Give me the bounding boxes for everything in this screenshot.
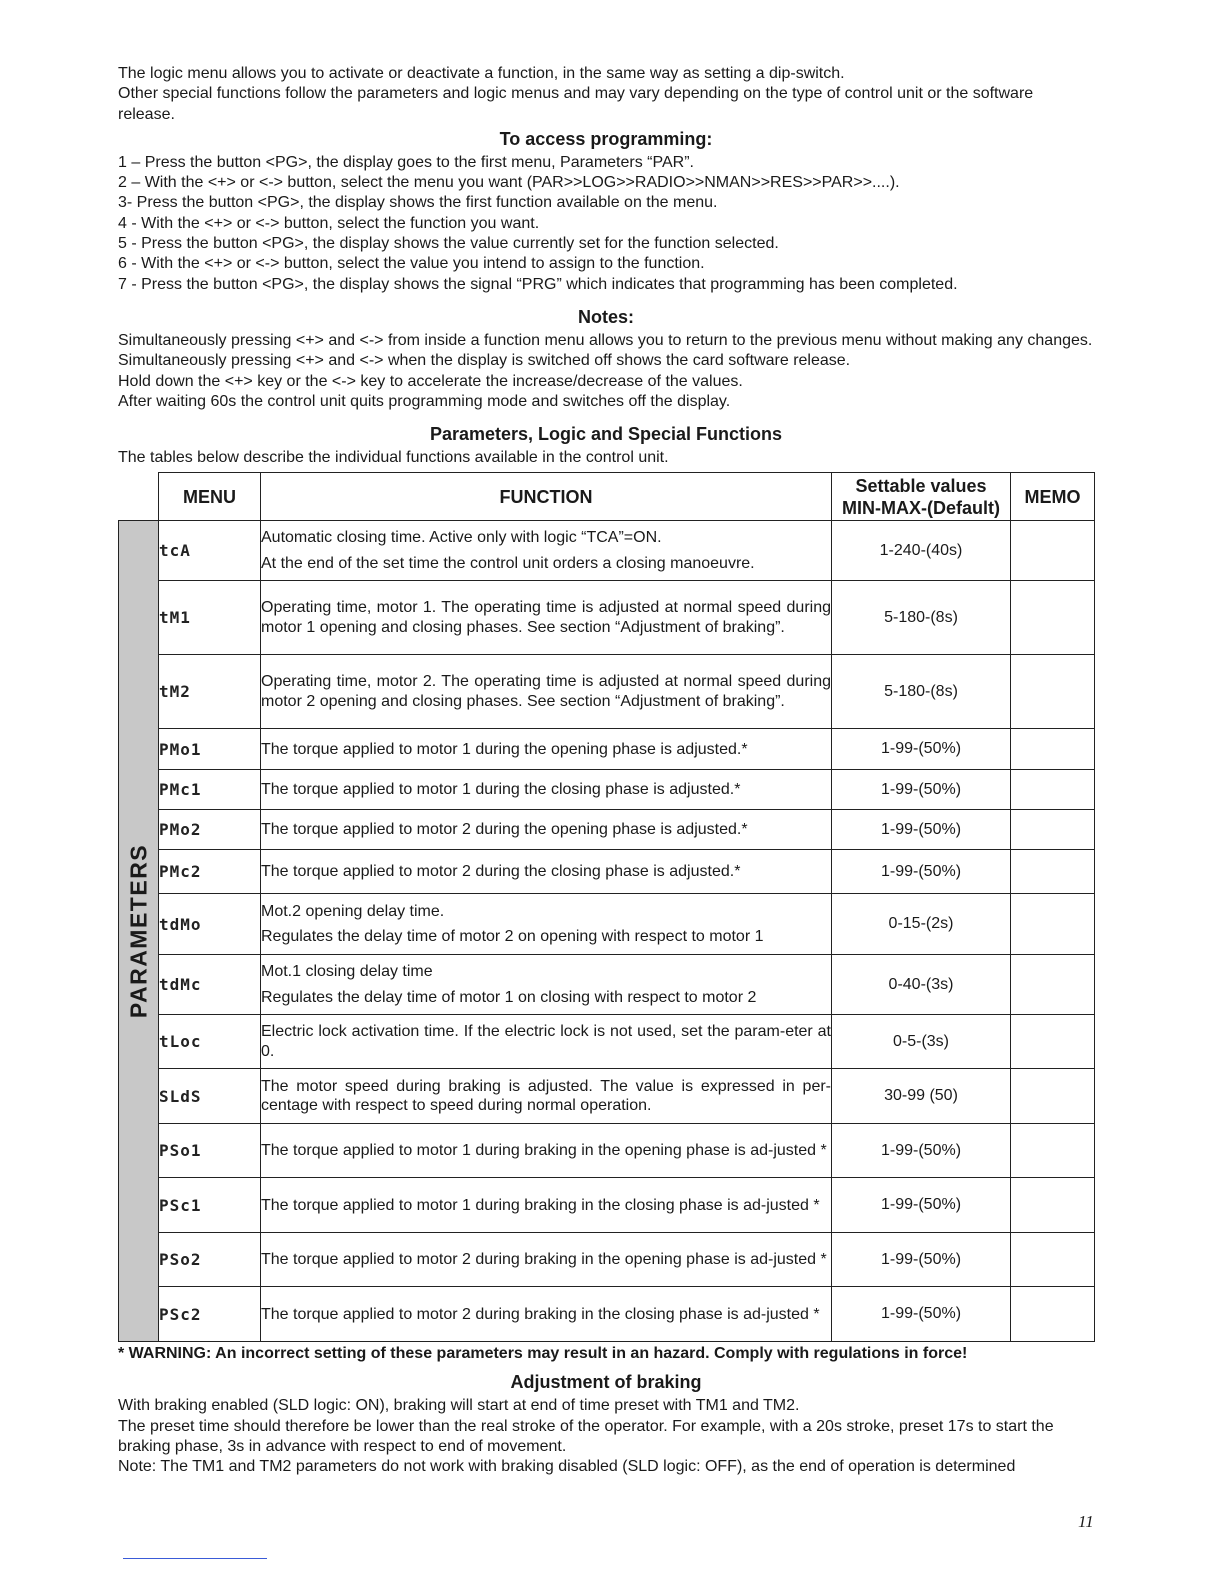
menu-code: PSc2 xyxy=(159,1287,261,1342)
step-6: 6 - With the <+> or <-> button, select the value you intend to assign to the function. xyxy=(118,255,705,273)
table-row xyxy=(119,581,1095,655)
function-description: Operating time, motor 1. The operating time is adjusted at normal speed during motor 1 opening and closing phases. See section “Adjustment of braking”. xyxy=(261,581,832,655)
table-row xyxy=(119,850,1095,894)
memo-cell xyxy=(1011,1233,1095,1287)
table-header-row xyxy=(119,473,1095,521)
note-2: Simultaneously pressing <+> and <-> when the display is switched off shows the card software release. xyxy=(118,352,851,370)
step-5: 5 - Press the button <PG>, the display shows the value currently set for the function selected. xyxy=(118,235,779,253)
memo-cell xyxy=(1011,1287,1095,1342)
settable-value: 0-5-(3s) xyxy=(832,1015,1011,1069)
header-settable-values xyxy=(832,473,1011,521)
menu-code: SLdS xyxy=(159,1069,261,1124)
memo-cell xyxy=(1011,850,1095,894)
memo-cell xyxy=(1011,1069,1095,1124)
settable-value: 5-180-(8s) xyxy=(832,581,1011,655)
memo-cell xyxy=(1011,955,1095,1015)
function-line-2: At the end of the set time the control unit orders a closing manoeuvre. xyxy=(261,554,755,572)
menu-code: tM1 xyxy=(159,581,261,655)
table-row xyxy=(119,894,1095,955)
header-values-line-1: Settable values xyxy=(855,475,987,496)
function-description: The torque applied to motor 1 during braking in the closing phase is ad-justed * xyxy=(261,1178,832,1233)
parameters-section-title: Parameters, Logic and Special Functions xyxy=(429,424,783,445)
memo-cell xyxy=(1011,770,1095,810)
table-row xyxy=(119,1069,1095,1124)
footer-divider xyxy=(123,1558,267,1559)
memo-cell xyxy=(1011,521,1095,581)
table-row xyxy=(119,1124,1095,1178)
table-row xyxy=(119,1178,1095,1233)
settable-value: 1-99-(50%) xyxy=(832,770,1011,810)
page-number: 11 xyxy=(1078,1512,1094,1531)
intro-paragraph-1: The logic menu allows you to activate or deactivate a function, in the same way as setting a dip-switch. xyxy=(118,65,845,82)
menu-code: PMo1 xyxy=(159,729,261,770)
header-values-line-2: MIN-MAX-(Default) xyxy=(842,497,1000,518)
menu-code: tLoc xyxy=(159,1015,261,1069)
memo-cell xyxy=(1011,1178,1095,1233)
step-1: 1 – Press the button <PG>, the display goes to the first menu, Parameters “PAR”. xyxy=(118,153,694,171)
settable-value: 1-99-(50%) xyxy=(832,810,1011,850)
settable-value: 1-99-(50%) xyxy=(832,729,1011,770)
menu-code: PMc1 xyxy=(159,770,261,810)
settable-value: 30-99 (50) xyxy=(832,1069,1011,1124)
page-content xyxy=(118,64,1094,1478)
step-7: 7 - Press the button <PG>, the display shows the signal “PRG” which indicates that programming has been completed. xyxy=(118,275,958,293)
table-row xyxy=(119,521,1095,581)
settable-value: 5-180-(8s) xyxy=(832,655,1011,729)
memo-cell xyxy=(1011,1015,1095,1069)
braking-section-title: Adjustment of braking xyxy=(510,1372,702,1393)
table-row xyxy=(119,655,1095,729)
header-function: FUNCTION xyxy=(261,473,832,521)
intro-paragraph-2: Other special functions follow the parameters and logic menus and may vary depending on the type of control unit or the software release. xyxy=(118,85,1034,123)
note-3: Hold down the <+> key or the <-> key to accelerate the increase/decrease of the values. xyxy=(118,372,743,390)
table-row xyxy=(119,810,1095,850)
table-row xyxy=(119,955,1095,1015)
menu-code: tM2 xyxy=(159,655,261,729)
function-description: The torque applied to motor 2 during braking in the opening phase is ad-justed * xyxy=(261,1233,832,1287)
menu-code: PSc1 xyxy=(159,1178,261,1233)
settable-value: 1-240-(40s) xyxy=(832,521,1011,581)
parameters-side-label: PARAMETERS xyxy=(125,844,151,1019)
function-line-2: Regulates the delay time of motor 2 on opening with respect to motor 1 xyxy=(261,928,764,946)
function-line-1: Mot.2 opening delay time. xyxy=(261,902,445,920)
parameters-table xyxy=(118,472,1095,1342)
function-line-2: Regulates the delay time of motor 1 on closing with respect to motor 2 xyxy=(261,988,757,1006)
function-description xyxy=(261,521,832,581)
table-row xyxy=(119,770,1095,810)
memo-cell xyxy=(1011,810,1095,850)
menu-code: PMo2 xyxy=(159,810,261,850)
function-description xyxy=(261,955,832,1015)
function-description: Electric lock activation time. If the electric lock is not used, set the param-eter at 0. xyxy=(261,1015,832,1069)
settable-value: 1-99-(50%) xyxy=(832,1124,1011,1178)
function-description: The torque applied to motor 1 during the closing phase is adjusted.* xyxy=(261,770,832,810)
table-row xyxy=(119,1015,1095,1069)
function-description: The motor speed during braking is adjusted. The value is expressed in per-centage with respect to speed during normal operation. xyxy=(261,1069,832,1124)
notes-title: Notes: xyxy=(577,306,634,327)
header-blank-cell xyxy=(119,473,159,521)
settable-value: 0-15-(2s) xyxy=(832,894,1011,955)
header-menu: MENU xyxy=(159,473,261,521)
note-4: After waiting 60s the control unit quits programming mode and switches off the display. xyxy=(118,392,731,410)
table-row xyxy=(119,1233,1095,1287)
settable-value: 1-99-(50%) xyxy=(832,1233,1011,1287)
braking-paragraph-2: The preset time should therefore be lower than the real stroke of the operator. For example, with a 20s stroke, preset 17s to start the braking phase, 3s in advance with respect to end of movement. xyxy=(118,1417,1054,1456)
step-2: 2 – With the <+> or <-> button, select the menu you want (PAR>>LOG>>RADIO>>NMAN>>RES>>PAR>>....). xyxy=(118,174,900,192)
menu-code: PMc2 xyxy=(159,850,261,894)
function-description: The torque applied to motor 1 during the opening phase is adjusted.* xyxy=(261,729,832,770)
function-line-1: Automatic closing time. Active only with logic “TCA”=ON. xyxy=(261,529,662,547)
function-description: The torque applied to motor 2 during braking in the closing phase is ad-justed * xyxy=(261,1287,832,1342)
table-row xyxy=(119,729,1095,770)
header-memo: MEMO xyxy=(1011,473,1095,521)
memo-cell xyxy=(1011,655,1095,729)
menu-code: tdMo xyxy=(159,894,261,955)
memo-cell xyxy=(1011,729,1095,770)
settable-value: 1-99-(50%) xyxy=(832,1287,1011,1342)
function-description xyxy=(261,894,832,955)
braking-paragraph-1: With braking enabled (SLD logic: ON), braking will start at end of time preset with TM1 and TM2. xyxy=(118,1397,800,1415)
settable-value: 1-99-(50%) xyxy=(832,850,1011,894)
settable-value: 1-99-(50%) xyxy=(832,1178,1011,1233)
menu-code: PSo2 xyxy=(159,1233,261,1287)
menu-code: PSo1 xyxy=(159,1124,261,1178)
parameters-section-subtitle: The tables below describe the individual functions available in the control unit. xyxy=(118,449,669,467)
access-programming-title: To access programming: xyxy=(499,128,713,149)
function-description: The torque applied to motor 1 during braking in the opening phase is ad-justed * xyxy=(261,1124,832,1178)
memo-cell xyxy=(1011,894,1095,955)
memo-cell xyxy=(1011,1124,1095,1178)
table-row xyxy=(119,1287,1095,1342)
settable-value: 0-40-(3s) xyxy=(832,955,1011,1015)
step-4: 4 - With the <+> or <-> button, select the function you want. xyxy=(118,214,540,232)
function-description: Operating time, motor 2. The operating time is adjusted at normal speed during motor 2 opening and closing phases. See section “Adjustment of braking”. xyxy=(261,655,832,729)
function-description: The torque applied to motor 2 during the closing phase is adjusted.* xyxy=(261,850,832,894)
warning-text: * WARNING: An incorrect setting of these parameters may result in an hazard. Comply with regulations in force! xyxy=(118,1345,968,1363)
note-1: Simultaneously pressing <+> and <-> from inside a function menu allows you to return to the previous menu without making any changes. xyxy=(118,331,1093,349)
braking-paragraph-3: Note: The TM1 and TM2 parameters do not work with braking disabled (SLD logic: OFF), as the end of operation is determined xyxy=(118,1458,1016,1476)
parameters-side-label-cell xyxy=(119,521,159,1342)
step-3: 3- Press the button <PG>, the display shows the first function available on the menu. xyxy=(118,194,718,212)
menu-code: tdMc xyxy=(159,955,261,1015)
function-description: The torque applied to motor 2 during the opening phase is adjusted.* xyxy=(261,810,832,850)
menu-code: tcA xyxy=(159,521,261,581)
function-line-1: Mot.1 closing delay time xyxy=(261,963,433,981)
memo-cell xyxy=(1011,581,1095,655)
